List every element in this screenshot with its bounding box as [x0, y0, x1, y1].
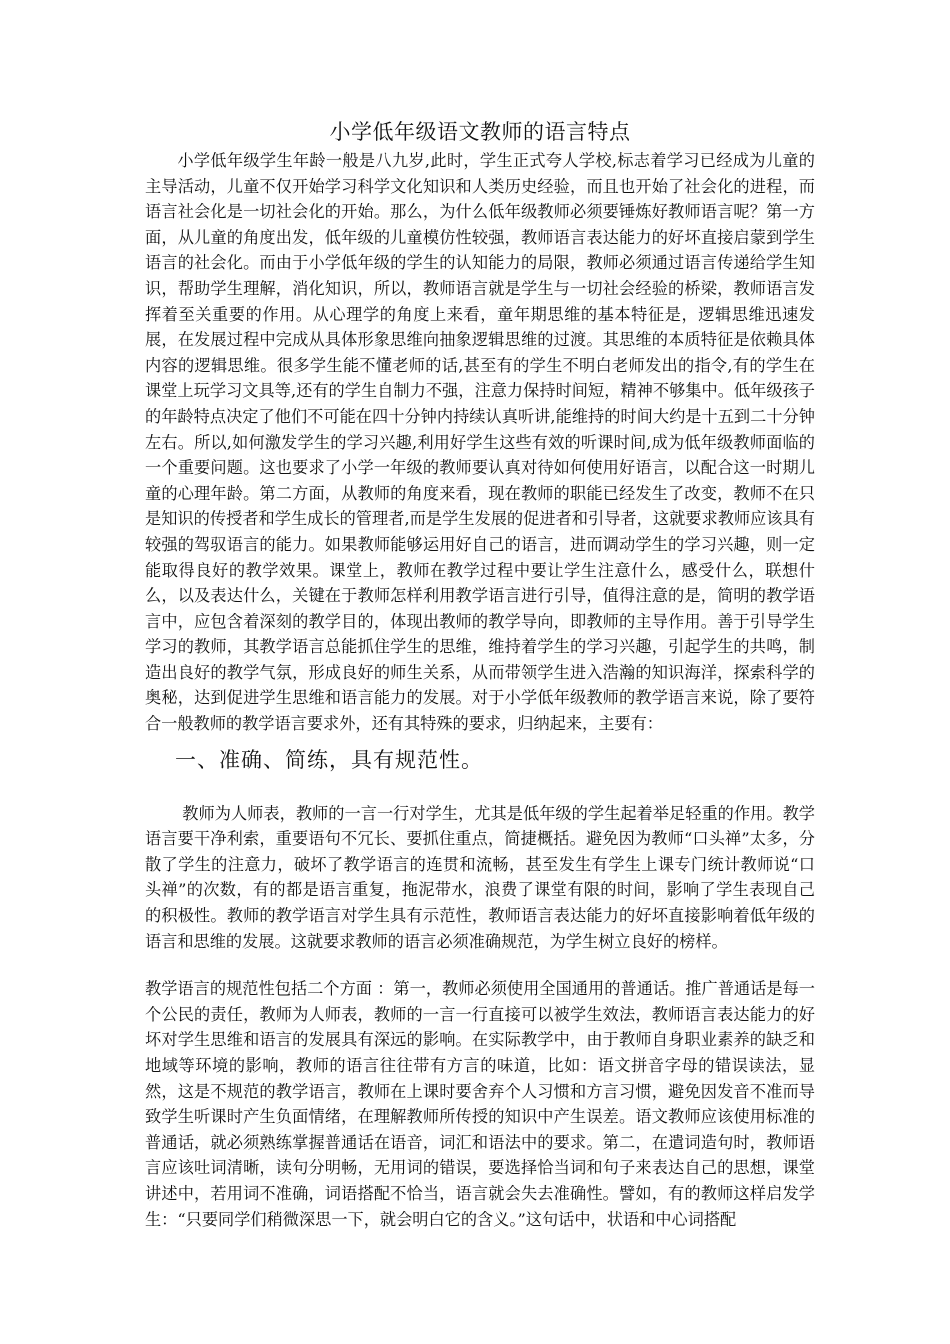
section-paragraph-2: 教学语言的规范性包括二个方面 ：第一，教师必须使用全国通用的普通话。推广普通话是每一个公民的责任，教师为人师表，教师的一言一行直接可以被学生效法，教师语言表达能力的好坏对学生思维和语言的发展具有深远的影响。在实际教学中，由于教师自身职业素养的缺乏和地域等环境的影响，教师的语言往往带有方言的味道，比如：语文拼音字母的错误读法，显然，这是不规范的教学语言，教师在上课时要舍弃个人习惯和方言习惯，避免因发音不准而导致学生听课时产生负面情绪，在理解教师所传授的知识中产生误差。语文教师应该使用标准的普通话，就必须熟练掌握普通话在语音，词汇和语法中的要求。第二，在遣词造句时，教师语言应该吐词清晰，读句分明畅，无用词的错误，要选择恰当词和句子来表达自己的思想，课堂讲述中，若用词不准确，词语搭配不恰当，语言就会失去准确性。譬如，有的教师这样启发学生：“只要同学们稍微深思一下，就会明白它的含义。”这句话中，状语和中心词搭配 — [145, 979, 815, 1229]
paragraph-gap — [145, 954, 815, 976]
section-heading: 一、准确、简练，具有规范性。 — [175, 747, 483, 772]
document-page — [145, 118, 815, 1232]
section-paragraph-1: 教师为人师表，教师的一言一行对学生，尤其是低年级的学生起着举足轻重的作用。教学语言要干净利索，重要语句不冗长、要抓住重点，简捷概括。避免因为教师“口头禅”太多，分散了学生的注意力，破坏了教学语言的连贯和流畅，甚至发生有学生上课专门统计教师说“口头禅”的次数，有的都是语言重复，拖泥带水，浪费了课堂有限的时间，影响了学生表现自己的积极性。教师的教学语言对学生具有示范性，教师语言表达能力的好坏直接影响着低年级的语言和思维的发展。这就要求教师的语言必须准确规范，为学生树立良好的榜样。 — [145, 803, 815, 951]
document-title: 小学低年级语文教师的语言特点 — [329, 120, 631, 144]
intro-paragraph: 小学低年级学生年龄一般是八九岁,此时，学生正式夸人学校,标志着学习已经成为儿童的主导活动，儿童不仅开始学习科学文化知识和人类历史经验，而且也开始了社会化的进程，而语言社会化是一切社会化的开始。那么，为什么低年级教师必须要锤炼好教师语言呢？第一方面，从儿童的角度出发，低年级的儿童模仿性较强，教师语言表达能力的好坏直接启蒙到学生语言的社会化。而由于小学低年级的学生的认知能力的局限，教师必须通过语言传递给学生知识，帮助学生理解，消化知识，所以，教师语言就是学生与一切社会经验的桥梁，教师语言发挥着至关重要的作用。从心理学的角度上来看，童年期思维的基本特征是，逻辑思维迅速发展，在发展过程中完成从具体形象思维向抽象逻辑思维的过渡。其思维的本质特征是依赖具体内容的逻辑思维。很多学生能不懂老师的话,甚至有的学生不明白老师发出的指令,有的学生在课堂上玩学习文具等,还有的学生自制力不强，注意力保持时间短，精神不够集中。低年级孩子的年龄特点决定了他们不可能在四十分钟内持续认真听讲,能维持的时间大约是十五到二十分钟左右。所以,如何激发学生的学习兴趣,利用好学生这些有效的听课时间,成为低年级教师面临的一个重要问题。这也要求了小学一年级的教师要认真对待如何使用好语言，以配合这一时期儿童的心理年龄。第二方面，从教师的角度来看，现在教师的职能已经发生了改变，教师不在只是知识的传授者和学生成长的管理者,而是学生发展的促进者和引导者，这就要求教师应该具有较强的驾驭语言的能力。如果教师能够运用好自己的语言，进而调动学生的学习兴趣，则一定能取得良好的教学效果。课堂上，教师在教学过程中要让学生注意什么，感受什么，联想什么，以及表达什么，关键在于教师怎样利用教学语言进行引导，值得注意的是，简明的教学语言中，应包含着深刻的教学目的，体现出教师的教学导向，即教师的主导作用。善于引导学生学习的教师，其教学语言总能抓住学生的思维，维持着学生的学习兴趣，引起学生的共鸣，制造出良好的教学气氛，形成良好的师生关系，从而带领学生进入浩瀚的知识海洋，探索科学的奥秘，达到促进学生思维和语言能力的发展。对于小学低年级教师的教学语言来说，除了要符合一般教师的教学语言要求外，还有其特殊的要求，归纳起来，主要有： — [145, 151, 815, 734]
